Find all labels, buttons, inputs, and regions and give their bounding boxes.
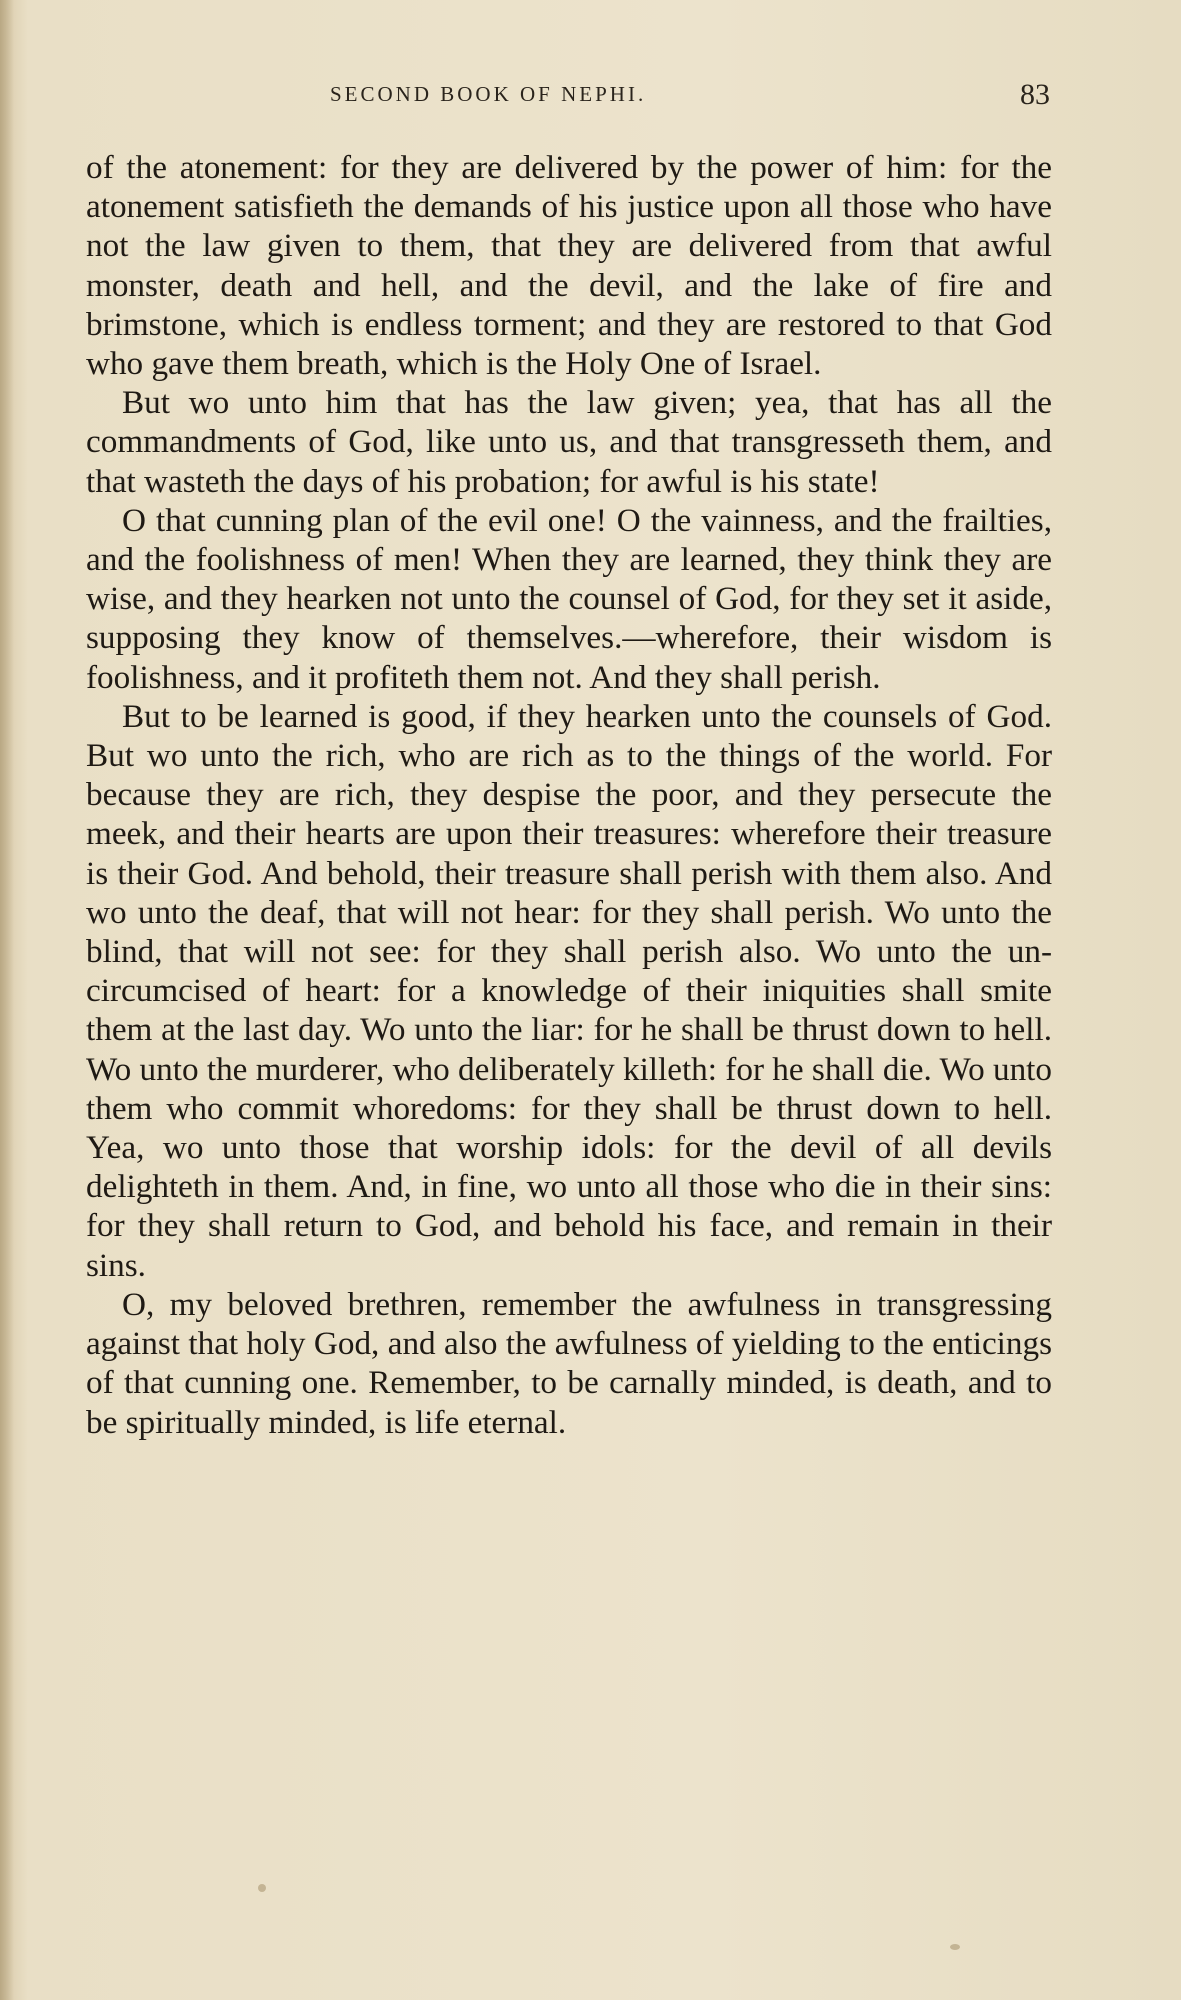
page-gutter-shadow xyxy=(0,0,14,2000)
paragraph-continued: of the atonement: for they are delivered by the power of him: for the atonement satisfieth the demands of his justice upon all those who have not the law given to them, that they are delivered from that awful monster, death and hell, and the devil, and the lake of fire and brimstone, which is endless torment; and they are restored to that God who gave them breath, which is the Holy One of Israel. xyxy=(86,149,1052,383)
running-title: SECOND BOOK OF NEPHI. xyxy=(330,82,647,106)
paragraph: O that cunning plan of the evil one! O the vainness, and the frailties, and the foolishness of men! When they are learned, they think they are wise, and they hearken not unto the counsel of God, for they set it aside, supposing they know of themselves.—wherefore, their wisdom is foolishness, and it profiteth them not. And they shall perish. xyxy=(86,501,1052,696)
running-head xyxy=(90,78,1050,114)
paragraph: But to be learned is good, if they hearken unto the counsels of God. But wo unto the rich, who are rich as to the things of the world. For because they are rich, they despise the poor, and they persecute the meek, and their hearts are upon their treasures: wherefore their treasure is their God. And behold, their treasure shall perish with them also. And wo unto the deaf, that will not hear: for they shall perish. Wo unto the blind, that will not see: for they shall perish also. Wo unto the uncircumcised of heart: for a knowledge of their iniquities shall smite them at the last day. Wo unto the liar: for he shall be thrust down to hell. Wo unto the murderer, who deliberately killeth: for he shall die. Wo unto them who commit whoredoms: for they shall be thrust down to hell. Yea, wo unto those that worship idols: for the devil of all devils delighteth in them. And, in fine, wo unto all those who die in their sins: for they shall return to God, and behold his face, and remain in their sins. xyxy=(86,697,1052,1284)
paper-speck xyxy=(258,1884,266,1892)
page-number: 83 xyxy=(1020,78,1050,111)
paper-speck xyxy=(950,1944,960,1950)
paragraph: O, my beloved brethren, remember the awfulness in transgressing against that holy God, and also the awfulness of yielding to the enticings of that cunning one. Remember, to be carnally minded, is death, and to be spiritually minded, is life eternal. xyxy=(86,1285,1052,1441)
body-text xyxy=(86,148,1052,1442)
paragraph: But wo unto him that has the law given; yea, that has all the commandments of God, like unto us, and that transgresseth them, and that wasteth the days of his probation; for awful is his state! xyxy=(86,384,1052,500)
